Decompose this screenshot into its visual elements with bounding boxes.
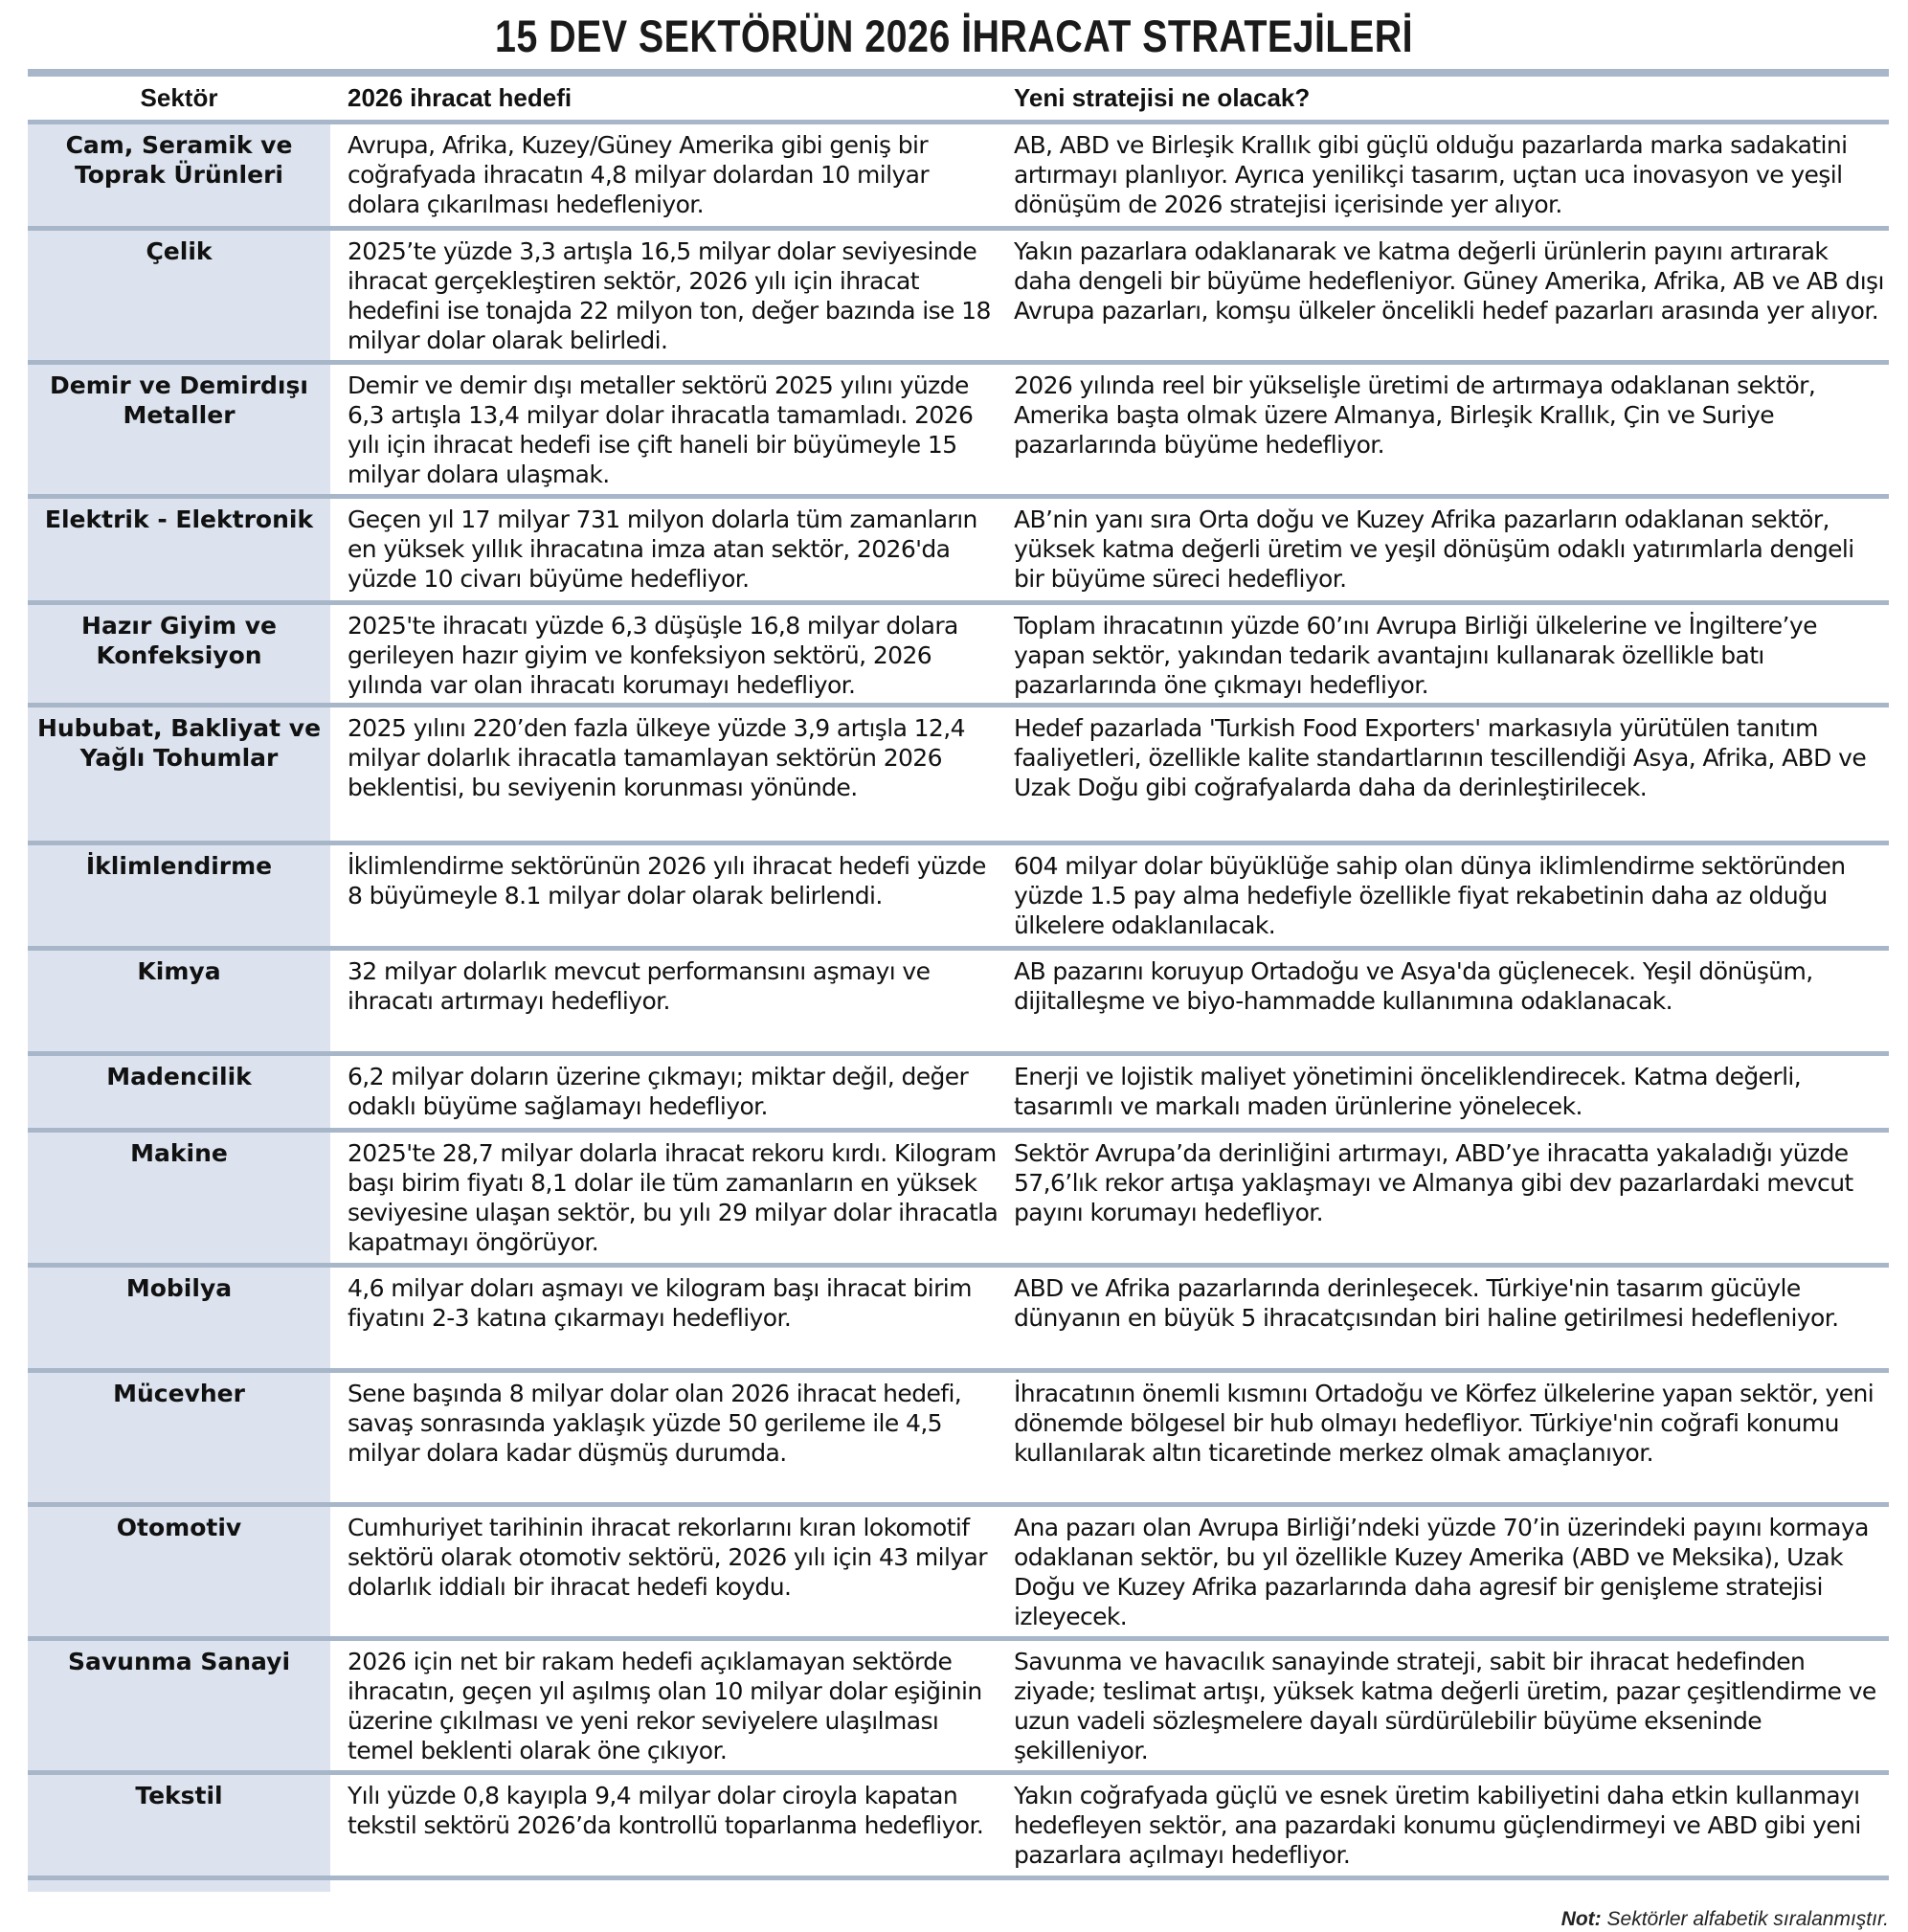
sector-cell: Makine xyxy=(28,1133,330,1263)
sector-cell: Hububat, Bakliyat ve Yağlı Tohumlar xyxy=(28,708,330,841)
strategy-cell: ABD ve Afrika pazarlarında derinleşecek. Türkiye'nin tasarım gücüyle dünyanın en büyük 5 ihracatçısından biri haline getirilmesi hedefleniyor. xyxy=(1014,1274,1839,1332)
target-cell: Geçen yıl 17 milyar 731 milyon dolarla tüm zamanların en yüksek yıllık ihracatına imza atan sektör, 2026'da yüzde 10 civarı büyüme hedefliyor. xyxy=(348,505,977,593)
table-row xyxy=(28,1133,1889,1268)
table-row xyxy=(28,124,1889,231)
header-sector: Sektör xyxy=(140,83,218,112)
strategy-cell: AB, ABD ve Birleşik Krallık gibi güçlü olduğu pazarlarda marka sadakatini artırmayı planlıyor. Ayrıca yenilikçi tasarım, uçtan uca inovasyon ve yeşil dönüşüm de 2026 stratejisi içerisinde yer alıyor. xyxy=(1014,131,1848,218)
target-cell: 2025’te yüzde 3,3 artışla 16,5 milyar dolar seviyesinde ihracat gerçekleştiren sektör, 2026 yılı için ihracat hedefini ise tonajda 22 milyon ton, değer bazında ise 18 milyar dolar olarak belirledi. xyxy=(348,237,991,354)
sector-column-end xyxy=(28,1880,330,1892)
target-cell: Demir ve demir dışı metaller sektörü 2025 yılını yüzde 6,3 artışla 13,4 milyar dolar ihracatla tamamladı. 2026 yılı için ihracat hedefi ise çift haneli bir büyümeyle 15 milyar dolara ulaşmak. xyxy=(348,371,974,488)
table-top-rule xyxy=(28,69,1889,77)
target-cell: İklimlendirme sektörünün 2026 yılı ihracat hedefi yüzde 8 büyümeyle 8.1 milyar dolar olarak belirlendi. xyxy=(348,852,986,910)
table-row xyxy=(28,365,1889,499)
table-row xyxy=(28,845,1889,951)
strategy-cell: İhracatının önemli kısmını Ortadoğu ve Körfez ülkelerine yapan sektör, yeni dönemde bölgesel bir hub olmayı hedefliyor. Türkiye'nin coğrafi konumu kullanılarak altın ticaretinde merkez olmak amaçlanıyor. xyxy=(1014,1380,1874,1467)
table-row xyxy=(28,1775,1889,1880)
target-cell: Cumhuriyet tarihinin ihracat rekorlarını kıran lokomotif sektörü olarak otomotiv sektörü, 2026 yılı için 43 milyar dolarlık iddialı bir ihracat hedefi koydu. xyxy=(348,1514,987,1601)
footnote xyxy=(1561,1908,1889,1931)
table-row xyxy=(28,231,1889,365)
target-cell: 2025 yılını 220’den fazla ülkeye yüzde 3,9 artışla 12,4 milyar dolarlık ihracatla tamamlayan sektörün 2026 beklentisi, bu seviyenin korunması yönünde. xyxy=(348,714,965,801)
target-cell: 4,6 milyar doları aşmayı ve kilogram başı ihracat birim fiyatını 2-3 katına çıkarmayı hedefliyor. xyxy=(348,1274,972,1332)
sector-cell: Demir ve Demirdışı Metaller xyxy=(28,365,330,494)
sector-cell: Çelik xyxy=(28,231,330,360)
table-row xyxy=(28,1507,1889,1641)
strategy-cell: Hedef pazarlada 'Turkish Food Exporters' markasıyla yürütülen tanıtım faaliyetleri, özellikle kalite standartlarının tescillendiği Asya, Afrika, ABD ve Uzak Doğu gibi coğrafyalarda daha da derinleştirilecek. xyxy=(1014,714,1867,801)
table-row xyxy=(28,1641,1889,1775)
target-cell: 32 milyar dolarlık mevcut performansını aşmayı ve ihracatı artırmayı hedefliyor. xyxy=(348,957,931,1015)
table-row xyxy=(28,1056,1889,1133)
strategy-cell: Toplam ihracatının yüzde 60’ını Avrupa Birliği ülkelerine ve İngiltere’ye yapan sektör, yakından tedarik avantajını kullanarak özellikle batı pazarlarında öne çıkmayı hedefliyor. xyxy=(1014,612,1817,699)
target-cell: Sene başında 8 milyar dolar olan 2026 ihracat hedefi, savaş sonrasında yaklaşık yüzde 50 gerileme ile 4,5 milyar dolara kadar düşmüş durumda. xyxy=(348,1380,962,1467)
sector-cell: Elektrik - Elektronik xyxy=(28,499,330,600)
sector-cell: İklimlendirme xyxy=(28,845,330,946)
footnote-text: Sektörler alfabetik sıralanmıştır. xyxy=(1601,1908,1889,1930)
sector-cell: Tekstil xyxy=(28,1775,330,1876)
target-cell: 2025'te ihracatı yüzde 6,3 düşüşle 16,8 milyar dolara gerileyen hazır giyim ve konfeksiyon sektörü, 2026 yılında var olan ihracatı korumayı hedefliyor. xyxy=(348,612,958,699)
sector-cell: Otomotiv xyxy=(28,1507,330,1636)
strategy-cell: 604 milyar dolar büyüklüğe sahip olan dünya iklimlendirme sektöründen yüzde 1.5 pay alma hedefiyle özellikle fiyat rekabetinin daha az olduğu ülkelere odaklanılacak. xyxy=(1014,852,1846,939)
sector-cell: Mücevher xyxy=(28,1373,330,1502)
table-row xyxy=(28,1268,1889,1373)
strategy-cell: AB pazarını koruyup Ortadoğu ve Asya'da güçlenecek. Yeşil dönüşüm, dijitalleşme ve biyo-hammadde kullanımına odaklanacak. xyxy=(1014,957,1813,1015)
sector-cell: Hazır Giyim ve Konfeksiyon xyxy=(28,605,330,703)
footnote-label: Not: xyxy=(1560,1908,1602,1930)
sector-cell: Madencilik xyxy=(28,1056,330,1128)
sector-table xyxy=(28,69,1889,1892)
strategy-cell: Enerji ve lojistik maliyet yönetimini önceliklendirecek. Katma değerli, tasarımlı ve markalı maden ürünlerine yönelecek. xyxy=(1014,1063,1802,1120)
sector-cell: Kimya xyxy=(28,951,330,1051)
strategy-cell: Sektör Avrupa’da derinliğini artırmayı, ABD’ye ihracatta yakaladığı yüzde 57,6’lık rekor artışa yaklaşmayı ve Almanya gibi dev pazarlardaki mevcut payını korumayı hedefliyor. xyxy=(1014,1139,1853,1226)
target-cell: Avrupa, Afrika, Kuzey/Güney Amerika gibi geniş bir coğrafyada ihracatın 4,8 milyar dolardan 10 milyar dolara çıkarılması hedefleniyor. xyxy=(348,131,930,218)
strategy-cell: Savunma ve havacılık sanayinde strateji, sabit bir ihracat hedefinden ziyade; teslimat artışı, yüksek katma değerli üretim, pazar çeşitlendirme ve uzun vadeli sözleşmelere dayalı sürdürülebilir büyüme ekseninde şekilleniyor. xyxy=(1014,1648,1876,1764)
page-title: 15 DEV SEKTÖRÜN 2026 İHRACAT STRATEJİLERİ xyxy=(494,11,1414,61)
table-row xyxy=(28,1373,1889,1507)
strategy-cell: Ana pazarı olan Avrupa Birliği’ndeki yüzde 70’in üzerindeki payını kormaya odaklanan sektör, bu yıl özellikle Kuzey Amerika (ABD ve Meksika), Uzak Doğu ve Kuzey Afrika pazarlarında daha agresif bir genişleme stratejisi izleyecek. xyxy=(1014,1514,1869,1630)
strategy-cell: Yakın pazarlara odaklanarak ve katma değerli ürünlerin payını artırarak daha dengeli bir büyüme hedefleniyor. Güney Amerika, Afrika, AB ve AB dışı Avrupa pazarları, komşu ülkeler öncelikli hedef pazarları arasında yer alıyor. xyxy=(1014,237,1884,325)
header-strategy: Yeni stratejisi ne olacak? xyxy=(1014,83,1311,112)
header-target: 2026 ihracat hedefi xyxy=(348,83,572,112)
table-footer-spacer xyxy=(28,1880,1889,1892)
target-cell: 2026 için net bir rakam hedefi açıklamayan sektörde ihracatın, geçen yıl aşılmış olan 10 milyar dolar eşiğinin üzerine çıkılması ve yeni rekor seviyelere ulaşılması temel beklenti olarak öne çıkıyor. xyxy=(348,1648,982,1764)
sector-cell: Savunma Sanayi xyxy=(28,1641,330,1770)
table-row xyxy=(28,708,1889,845)
target-cell: 2025'te 28,7 milyar dolarla ihracat rekoru kırdı. Kilogram başı birim fiyatı 8,1 dolar ile tüm zamanların en yüksek seviyesine ulaşan sektör, bu yılı 29 milyar dolar ihracatla kapatmayı öngörüyor. xyxy=(348,1139,999,1256)
table-header xyxy=(28,77,1889,124)
table-row xyxy=(28,499,1889,605)
strategy-cell: AB’nin yanı sıra Orta doğu ve Kuzey Afrika pazarların odaklanan sektör, yüksek katma değerli üretim ve yeşil dönüşüm odaklı yatırımlarla dengeli bir büyüme süreci hedefliyor. xyxy=(1014,505,1854,593)
sector-cell: Cam, Seramik ve Toprak Ürünleri xyxy=(28,124,330,226)
strategy-cell: Yakın coğrafyada güçlü ve esnek üretim kabiliyetini daha etkin kullanmayı hedefleyen sektör, ana pazardaki konumu güçlendirmeyi ve ABD gibi yeni pazarlara açılmayı hedefliyor. xyxy=(1014,1782,1861,1869)
table-row xyxy=(28,605,1889,708)
strategy-cell: 2026 yılında reel bir yükselişle üretimi de artırmaya odaklanan sektör, Amerika başta olmak üzere Almanya, Birleşik Krallık, Çin ve Suriye pazarlarında büyüme hedefliyor. xyxy=(1014,371,1816,459)
target-cell: Yılı yüzde 0,8 kayıpla 9,4 milyar dolar ciroyla kapatan tekstil sektörü 2026’da kontrollü toparlanma hedefliyor. xyxy=(348,1782,984,1839)
sector-cell: Mobilya xyxy=(28,1268,330,1368)
target-cell: 6,2 milyar doların üzerine çıkmayı; miktar değil, değer odaklı büyüme sağlamayı hedefliyor. xyxy=(348,1063,969,1120)
table-row xyxy=(28,951,1889,1056)
